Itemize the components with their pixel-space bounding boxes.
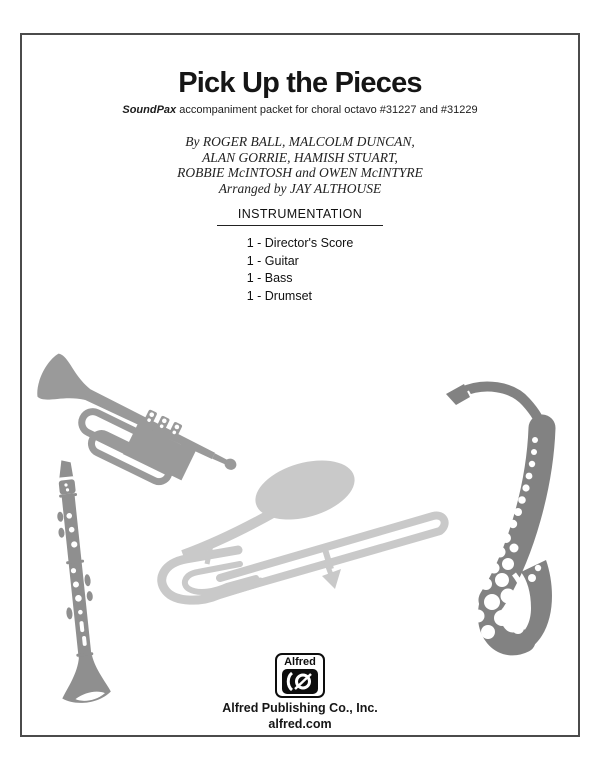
instrumentation-item: 1 - Drumset xyxy=(246,288,312,303)
subtitle xyxy=(0,104,600,116)
arranger-line: Arranged by JAY ALTHOUSE xyxy=(218,180,382,196)
instrumentation-rule xyxy=(217,225,383,226)
publisher-name: Alfred Publishing Co., Inc. xyxy=(222,701,378,715)
publisher-website: alfred.com xyxy=(268,717,332,731)
clarinet-icon xyxy=(10,458,120,714)
saxophone-icon xyxy=(418,378,558,673)
instrumentation-item: 1 - Guitar xyxy=(246,253,299,268)
instrumentation-item: 1 - Bass xyxy=(246,271,293,285)
alfred-logo-glyph-icon xyxy=(281,669,319,695)
instrumentation-section xyxy=(0,207,600,305)
alfred-logo xyxy=(275,653,325,698)
soundpax-brand: SoundPax xyxy=(122,104,177,116)
instrumentation-item: 1 - Director's Score xyxy=(246,236,354,250)
trombone-icon xyxy=(128,452,458,622)
alfred-logo-wordmark: Alfred xyxy=(284,656,316,668)
credit-line: ALAN GORRIE, HAMISH STUART, xyxy=(202,149,398,165)
instrumentation-list xyxy=(247,235,354,305)
subtitle-text: accompaniment packet for choral octavo #31227 and #31229 xyxy=(176,104,478,116)
credits-block xyxy=(0,134,600,196)
credit-line: ROBBIE McINTOSH and OWEN McINTYRE xyxy=(177,165,423,180)
credit-line: By ROGER BALL, MALCOLM DUNCAN, xyxy=(185,134,415,149)
page-title: Pick Up the Pieces xyxy=(178,67,422,99)
instrumentation-heading: INSTRUMENTATION xyxy=(237,207,363,221)
